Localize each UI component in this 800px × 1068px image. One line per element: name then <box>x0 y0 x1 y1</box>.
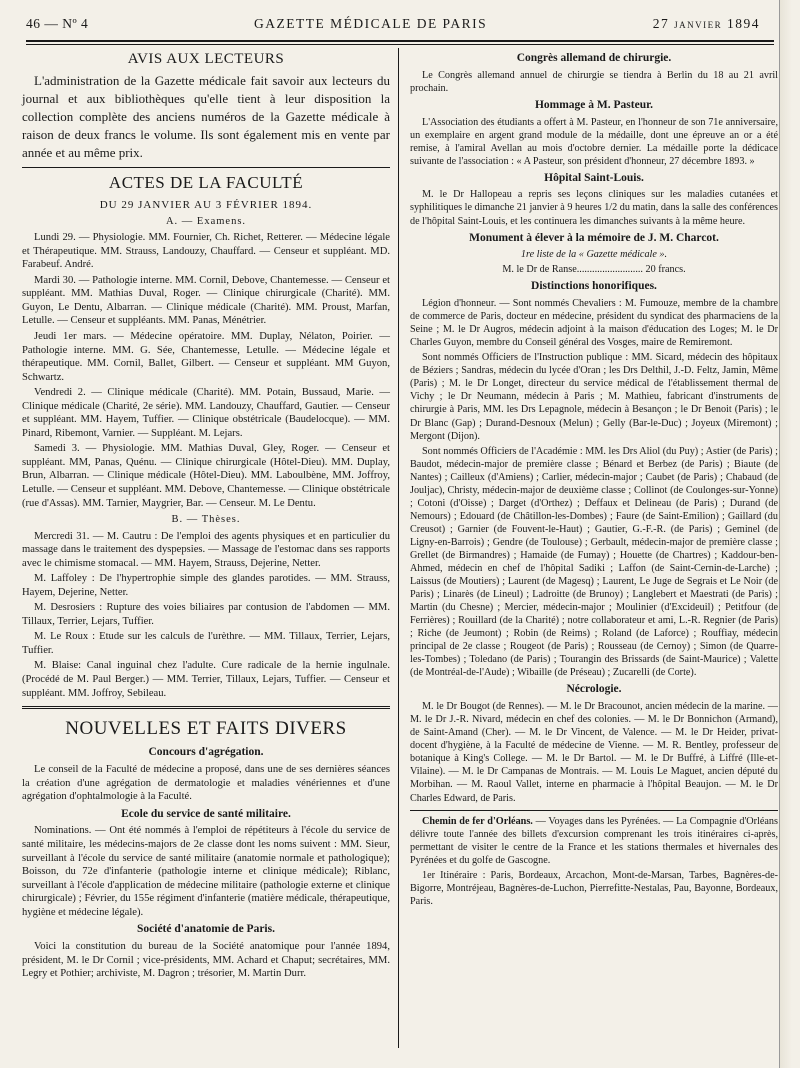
page-edge <box>779 0 792 1068</box>
nouvelles-title: NOUVELLES ET FAITS DIVERS <box>65 718 347 740</box>
itineraire-text: 1er Itinéraire : Paris, Bordeaux, Arcachon, Mont-de-Marsan, Tarbes, Bagnères-de-Bigorre, Montréjeau, Bagnères-de-Luchon, Pierrefitte-Nestalas, Pau, Bayonne, Bordeaux, Paris. <box>410 869 778 907</box>
congres-title: Congrès allemand de chirurgie. <box>516 52 672 64</box>
pasteur-title: Hommage à M. Pasteur. <box>534 98 654 111</box>
actes-dates: DU 29 JANVIER AU 3 FÉVRIER 1894. <box>99 198 313 211</box>
hopital-title: Hôpital Saint-Louis. <box>544 171 644 184</box>
congres-text: Le Congrès allemand annuel de chirurgie se tiendra à Berlin du 18 au 21 avril prochain. <box>410 69 778 94</box>
divider <box>410 810 778 811</box>
societe-text: Voici la constitution du bureau de la Société anatomique pour l'année 1894, président, M. le Dr Cornil ; vice-présidents, MM. Achard et Chaput; secrétaires, MM. Legry et Pothier; archiviste, M. Dagron ; trésorier, M. Martin Durr. <box>22 941 390 980</box>
necrologie-title: Nécrologie. <box>566 683 622 696</box>
avis-text: L'administration de la Gazette médicale fait savoir aux lecteurs du journal et aux bibliothèques qu'elle tient à leur disposition la collection complète des anciens numéros de la Gazette médicale à raison de deux francs le volume. Ils sont également mis en vente par année et au même prix. <box>22 73 390 160</box>
examens-heading: A. — Examens. <box>165 215 247 227</box>
pasteur-text: L'Association des étudiants a offert à M. Pasteur, en l'honneur de son 71e anniversaire, un exemplaire en argent grand module de la médaille, dont une épreuve an or a été remise, à l'amiral Avellan au mois d'octobre dernier. La médaille porte la dédicace suivante de l'association : « A Pasteur, son président d'honneur, 27 décembre 1893. » <box>410 116 778 167</box>
chemin-text: — Voyages dans les Pyrénées. — La Compagnie d'Orléans délivre toute l'année des billets d'excursion comprenant les trois itinéraires ci-après, permettant de visiter le centre de la France et les stations thermales et hivernales des Pyrénées et du golfe de Gascogne. <box>410 815 778 866</box>
right-column <box>410 48 778 910</box>
these-entry: M. Desrosiers : Rupture des voies biliaires par contusion de l'abdomen — MM. Tillaux, Terrier, Lejars, Tuffier. <box>22 602 390 627</box>
distinctions-text: Sont nommés Officiers de l'Académie : MM. les Drs Aliol (du Puy) ; Astier (de Paris) ; Baudot, médecin-major de première classe ; Bénard et Berbez (de Paris) ; Biaute (de Nantes) ; Cailleux (d'Amiens) ; Carlier, médecin-major ; Caubet (de Paris) ; Chabaud (de Jouljac), Christy, médecin-major de deuxième classe ; Collinot (de Coulonges-sur-Yonne) ; Cotoni (d'Oisse) ; Darget (d'Orthez) ; Deffaux et Delineau (de Paris) ; Durand (de Nemours) ; Edouard (de Châtillon-les-Dombes) ; Faure (de Saint-Emilion) ; Gaillard (du Creusot) ; Garnier (de Fouvent-le-Haut) ; Gautier, G.-F.-R. (de Paris) ; Geminel (de Ligny-en-Barrois) ; Gendre (de Toulouse) ; Gerbault, médecin-major de première classe ; Grellet (de Birmandres) ; Hamaide (de Fumay) ; Houette (de Chartres) ; Kaddour-ben-Ahmed, médecin en chef de l'hôpital Sadiki ; Laffon (de Saint-Cernin-de-Larche) ; Laissus (de Moutiers) ; Laurent (de Magesq) ; Laurent, Le Juge de Segrais et Le Noir (de Paris) ; Linarès (de Lineul) ; Ladroitte (de Brunoy) ; Langlebert et Maestrati (de Paris) ; Martin (du Chesne) ; Mercier, médecin-major ; Moulinier (d'Excideuil) ; Petitfour (de Ferrières) ; Rouillard (de la Charité) ; notre collaborateur et ami, L.-R. Regnier (de Paris) ; Riche (de Jeumont) ; Robin (de Reims) ; Roland (de Laforce) ; Rouffiay, médecin principal de 2e classe ; Rougeot (de Paris) ; Rousseau (de Cernoy) ; Simon (de Quarre-les-Tombes) ; Toledano (de Paris) ; Tourangin des Brissards (de Saint-Maurice) ; Valette (de Montréal-de-l'Aude) ; Wibaille (de Préseau) ; Zucarelli (de Corte). <box>410 445 778 679</box>
hopital-text: M. le Dr Hallopeau a repris ses leçons cliniques sur les maladies cutanées et syphilitiques le dimanche 21 janvier à 9 heures 1/2 du matin, dans la salle des conférences de l'hôpital Saint-Louis, et les continuera les dimanches suivants à la même heure. <box>410 189 778 227</box>
divider <box>22 167 390 168</box>
exam-entry: Samedi 3. — Physiologie. MM. Mathias Duval, Gley, Roger. — Censeur et suppléant. MM, Panas, Quénu. — Clinique chirurgicale (Hôtel-Dieu). MM. Duplay, Brun, Albarran. — Clinique médicale (Hôtel-Dieu). MM. Laboulbène, MM. Joffroy, Letulle. — Censeur et suppléant. MM. Debove, Chantemesse. — Clinique obstétricale (rue d'Assas). MM. Tarnier, Maygrier, Bar. — Censeur. M. Le Dentu. <box>22 443 390 509</box>
concours-text: Le conseil de la Faculté de médecine a proposé, dans une de ses dernières séances la création d'une agrégation de dermatologie et maladies vénériennes et d'une agrégation d'ophtalmologie à la Faculté. <box>22 764 390 803</box>
exam-entry: Mardi 30. — Pathologie interne. MM. Cornil, Debove, Chantemesse. — Censeur et suppléant. MM. Mathias Duval, Roger. — Clinique chirurgicale (Charité). MM. Guyon, Le Dentu, Albarran. — Clinique médicale (Charité). MM. Proust, Marfan, Letulle. — Censeur et suppléants. MM. Panas, Ménétrier. <box>22 274 390 327</box>
concours-title: Concours d'agrégation. <box>148 746 264 759</box>
distinctions-text: Sont nommés Officiers de l'Instruction publique : MM. Sicard, médecin des hôpitaux de Béziers ; Sandras, médecin du lycée d'Oran ; les Drs Delthil, J.-D. Feltz, Jamin, Même (Paris) ; M. le Dr Longet, directeur du service médical de l'établissement thermal de Vichy ; le Dr Neumann, médecin à Paris ; M. Mathieu, fabricant d'instruments de chirurgie à Paris, MM. les Drs Lepagnole, médecin à Besançon ; le Dr Benoit (Paris) ; le Dr Blanc (Gap) ; Durand-Desnoux (Melun) ; Gelly (Bar-le-Duc) ; Joyeux (Miremont) ; Mergont (Dijon). <box>410 352 778 442</box>
societe-title: Société d'anatomie de Paris. <box>137 923 275 936</box>
charcot-list: 1re liste de la « Gazette médicale ». <box>520 249 668 261</box>
these-entry: M. Blaise: Canal inguinal chez l'adulte. Cure radicale de la hernie ingulnale. (Procédé de M. Paul Berger.) — MM. Terrier, Tillaux, Lejars, Tuffier. — Censeur et suppléant. MM. Joffroy, Sebileau. <box>22 660 390 699</box>
chemin-title: Chemin de fer d'Orléans. <box>422 815 533 827</box>
left-column <box>22 48 390 983</box>
column-divider <box>398 48 399 1048</box>
exam-entry: Vendredi 2. — Clinique médicale (Charité). MM. Potain, Bussaud, Marie. — Clinique médicale (Charité, 2e série). MM. Landouzy, Chauffard, Gautier. — Censeur et suppléant. MM. Hayem, Tuffier. — Clinique obstétricale (Baudelocque). — MM. Pinard, Ribemont, Varnier. — Suppléant. M. Lejars. <box>22 387 390 439</box>
header-rule <box>26 40 774 45</box>
chemin-paragraph <box>410 815 778 867</box>
charcot-donor: M. le Dr de Ranse.......................... 20 francs. <box>502 264 686 276</box>
exam-entry: Lundi 29. — Physiologie. MM. Fournier, Ch. Richet, Retterer. — Médecine légale et Thérapeutique. MM. Strauss, Landouzy, Chauffard. — Censeur et suppléant. MD. Farabeuf. André. <box>22 232 390 271</box>
page-number: 46 — Nº 4 <box>26 16 89 31</box>
avis-title: AVIS AUX LECTEURS <box>127 51 285 67</box>
necrologie-text: M. le Dr Bougot (de Rennes). — M. le Dr Bracounot, ancien médecin de la marine. — M. le Dr J.-R. Nivard, médecin en chef des colonies. — M. le Dr Bonnichon (Armand), de Saint-Amand (Cher). — M. le Dr Vincent, de Valence. — M. le Dr Heider, privat-docent d'hygiène, à la Faculté de médecine de Vienne. — M. R. Bentley, professeur de botanique à King's College. — M. le Dr Bartol. — M. le Dr Buffré, à Liffré (Ille-et-Vilaine). — M. le Dr Campanas de Montrais. — M. Louis Le Maguet, ancien député du Morbihan. — M. Raoul Vallet, interne en pharmacie à l'hôpital Beaujon. — M. le Dr Charles Edward, de Paris. <box>410 701 778 804</box>
actes-title: ACTES DE LA FACULTÉ <box>108 172 304 192</box>
ecole-text: Nominations. — Ont été nommés à l'emploi de répétiteurs à l'école du service de santé militaire, les médecins-majors de 2e classe dont les noms suivent : MM. Sieur, surveillant à l'école du service de santé militaire (anatomie normale et pathologique); Boisson, du 72e d'infanterie (pathologie interne et clinique médicale); Riblanc, surveillant à l'école d'application de médecine militaire (pathologie externe et clinique chirurgicale) ; Février, du 155e régiment d'infanterie (matière médicale, thérapeutique, hygiène et médecine légale). <box>22 825 390 918</box>
divider <box>22 706 390 709</box>
these-entry: M. Le Roux : Etude sur les calculs de l'urèthre. — MM. Tillaux, Terrier, Lejars, Tuffier. <box>22 631 390 656</box>
distinctions-title: Distinctions honorifiques. <box>531 280 657 293</box>
exam-entry: Jeudi 1er mars. — Médecine opératoire. MM. Duplay, Nélaton, Poirier. — Pathologie interne. MM. G. Sée, Chantemesse, Letulle. — Médecine légale et thérapeutique. MM. Cornil, Ballet, Gilbert. — Censeur et suppléant. MM Guyon, Schwartz. <box>22 330 390 383</box>
journal-title: GAZETTE MÉDICALE DE PARIS <box>253 16 488 31</box>
page-header <box>26 10 760 38</box>
distinctions-text: Légion d'honneur. — Sont nommés Chevaliers : M. Fumouze, membre de la chambre de commerce de Paris, docteur en médecine, président du syndicat des pharmaciens de la Seine ; M. le Dr Augros, médecin adjoint à la maison d'éducation des Loges; M. le Dr Charles Guyon, membre du Conseil général des Vosges, maire de Remiremont. <box>410 298 778 349</box>
these-entry: Mercredi 31. — M. Cautru : De l'emploi des agents physiques et en particulier du massage dans le traitement des dyspepsies. — Massage de l'estomac dans ses rapports avec le chimisme stomacal. — MM. Hayem, Strauss, Dejerine, Netter. <box>22 530 390 569</box>
theses-heading: B. — Thèses. <box>171 514 241 526</box>
issue-date: 27 janvier 1894 <box>652 16 760 31</box>
these-entry: M. Laffoley : De l'hypertrophie simple des glandes parotides. — MM. Strauss, Hayem, Dejerine, Netter. <box>22 573 390 598</box>
charcot-title: Monument à élever à la mémoire de J. M. Charcot. <box>469 231 719 244</box>
ecole-title: Ecole du service de santé militaire. <box>121 807 291 820</box>
